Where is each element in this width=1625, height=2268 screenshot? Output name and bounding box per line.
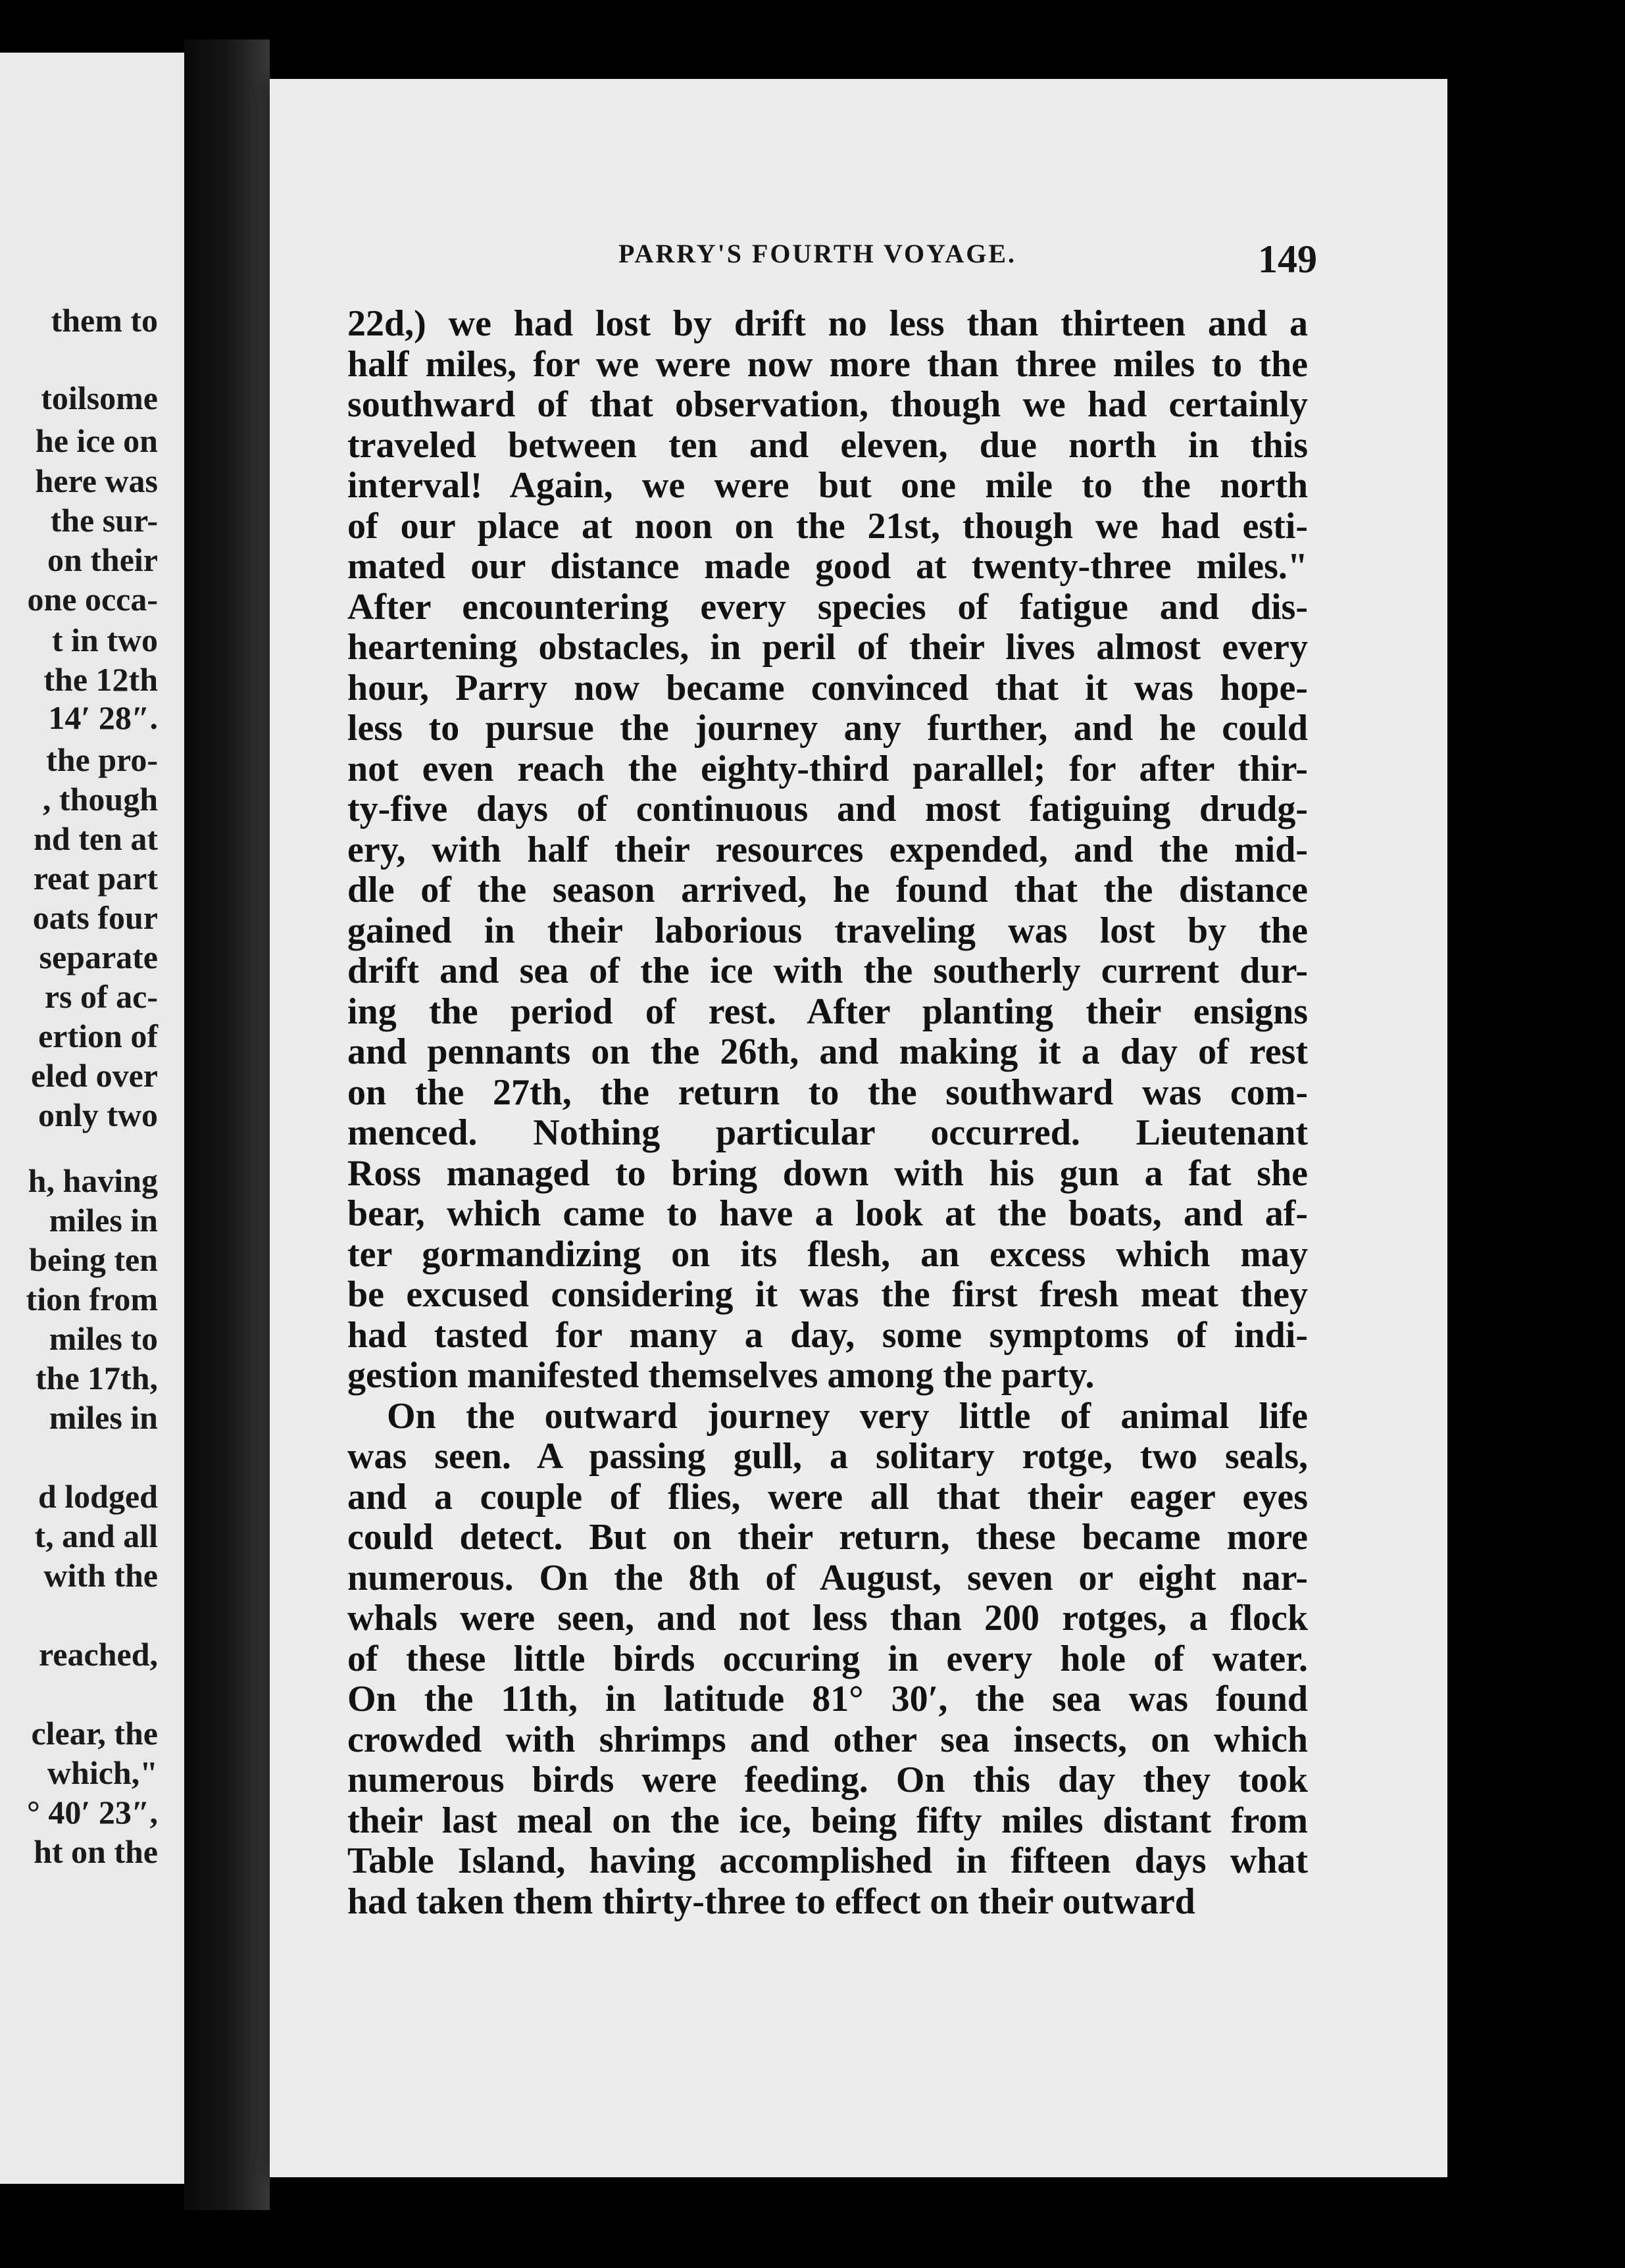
previous-page-line: the sur-	[50, 502, 158, 539]
text-line: less to pursue the journey any further, and he could	[347, 708, 1308, 749]
text-line: traveled between ten and eleven, due north in this	[347, 424, 1308, 466]
text-line: had taken them thirty-three to effect on their outward	[347, 1881, 1195, 1922]
previous-page-line: being ten	[29, 1241, 158, 1278]
text-line: heartening obstacles, in peril of their lives almost every	[347, 627, 1308, 668]
text-line: Table Island, having accomplished in fifteen days what	[347, 1840, 1308, 1881]
text-line: of our place at noon on the 21st, though we had esti-	[347, 505, 1308, 547]
text-line: was seen. A passing gull, a solitary rotge, two seals,	[347, 1436, 1308, 1477]
previous-page-line: separate	[39, 939, 158, 975]
text-line: half miles, for we were now more than three miles to the	[347, 343, 1308, 385]
previous-page-line: toilsome	[41, 380, 158, 416]
previous-page-line: d lodged	[38, 1478, 158, 1515]
previous-page-line: the 12th	[43, 661, 158, 698]
previous-page-line: miles to	[49, 1320, 158, 1357]
previous-page-line: 14′ 28″.	[48, 699, 158, 736]
previous-page-line: reached,	[39, 1636, 158, 1673]
text-line: ty-five days of continuous and most fatiguing drudg-	[347, 789, 1308, 829]
previous-page-line: them to	[51, 302, 158, 339]
previous-page-fragment	[0, 53, 184, 2184]
previous-page-line: rs of ac-	[44, 978, 158, 1015]
previous-page-line: which,"	[47, 1754, 158, 1791]
text-line: ter gormandizing on its flesh, an excess which may	[347, 1233, 1308, 1275]
text-line: Ross managed to bring down with his gun a fat she	[347, 1152, 1308, 1194]
previous-page-line: ht on the	[34, 1833, 158, 1870]
previous-page-line: eled over	[31, 1057, 158, 1094]
previous-page-line: here was	[35, 462, 158, 499]
previous-page-line: only two	[38, 1097, 158, 1133]
text-line: On the 11th, in latitude 81° 30′, the sea was found	[347, 1679, 1308, 1719]
text-line: mated our distance made good at twenty-three miles."	[347, 546, 1308, 587]
text-line: of these little birds occuring in every hole of water.	[347, 1638, 1308, 1679]
paragraph	[347, 304, 1308, 1396]
previous-page-line: clear, the	[31, 1715, 158, 1752]
text-line: and pennants on the 26th, and making it a day of rest	[347, 1031, 1308, 1072]
text-line: drift and sea of the ice with the southerly current dur-	[347, 950, 1308, 991]
text-line: gained in their laborious traveling was lost by the	[347, 910, 1308, 951]
text-line: bear, which came to have a look at the boats, and af-	[347, 1193, 1308, 1234]
text-line: had tasted for many a day, some symptoms of indi-	[347, 1314, 1308, 1356]
previous-page-line: t, and all	[34, 1517, 158, 1554]
book-gutter	[184, 39, 270, 2210]
previous-page-line: one occa-	[27, 581, 158, 618]
text-line: on the 27th, the return to the southward was com-	[347, 1072, 1308, 1113]
text-line: hour, Parry now became convinced that it was hope-	[347, 667, 1308, 708]
text-line: menced. Nothing particular occurred. Lieutenant	[347, 1112, 1308, 1153]
text-line: On the outward journey very little of animal life	[387, 1395, 1308, 1437]
text-line: their last meal on the ice, being fifty miles distant from	[347, 1800, 1308, 1841]
text-line: southward of that observation, though we had certainly	[347, 384, 1308, 425]
previous-page-line: ertion of	[38, 1018, 158, 1054]
text-line: be excused considering it was the first fresh meat they	[347, 1274, 1308, 1315]
text-line: 22d,) we had lost by drift no less than thirteen and a	[347, 303, 1308, 344]
text-line: gestion manifested themselves among the party.	[347, 1355, 1095, 1396]
page-body	[347, 304, 1308, 1922]
text-line: not even reach the eighty-third parallel; for after thir-	[347, 748, 1308, 789]
previous-page-line: he ice on	[35, 422, 158, 459]
previous-page-line: h, having	[28, 1162, 158, 1199]
text-line: numerous birds were feeding. On this day they took	[347, 1760, 1308, 1800]
previous-page-line: the 17th,	[35, 1360, 158, 1396]
previous-page-line: nd ten at	[34, 820, 158, 857]
previous-page-line: the pro-	[46, 741, 158, 778]
previous-page-line: reat part	[33, 860, 158, 897]
text-line: dle of the season arrived, he found that the distance	[347, 870, 1308, 910]
running-head: PARRY'S FOURTH VOYAGE.	[618, 239, 1017, 268]
previous-page-line: oats four	[32, 899, 158, 936]
previous-page-line: with the	[43, 1557, 158, 1594]
text-line: crowded with shrimps and other sea insects, on which	[347, 1719, 1308, 1760]
previous-page-line: miles in	[49, 1202, 158, 1239]
text-line: After encountering every species of fatigue and dis-	[347, 586, 1308, 628]
text-line: interval! Again, we were but one mile to the north	[347, 465, 1308, 506]
text-line: could detect. But on their return, these became more	[347, 1517, 1308, 1558]
previous-page-line: t in two	[51, 622, 158, 658]
previous-page-line: miles in	[49, 1399, 158, 1436]
text-line: whals were seen, and not less than 200 rotges, a flock	[347, 1598, 1308, 1639]
previous-page-line: on their	[47, 541, 158, 578]
page-number: 149	[1258, 237, 1317, 281]
text-line: and a couple of flies, were all that their eager eyes	[347, 1476, 1308, 1517]
previous-page-line: tion from	[26, 1281, 158, 1318]
text-line: ing the period of rest. After planting their ensigns	[347, 991, 1308, 1032]
text-line: numerous. On the 8th of August, seven or eight nar-	[347, 1557, 1308, 1598]
text-line: ery, with half their resources expended, and the mid-	[347, 829, 1308, 870]
previous-page-line: ° 40′ 23″,	[26, 1794, 158, 1831]
paragraph	[347, 1396, 1308, 1923]
previous-page-line: , though	[42, 781, 158, 818]
